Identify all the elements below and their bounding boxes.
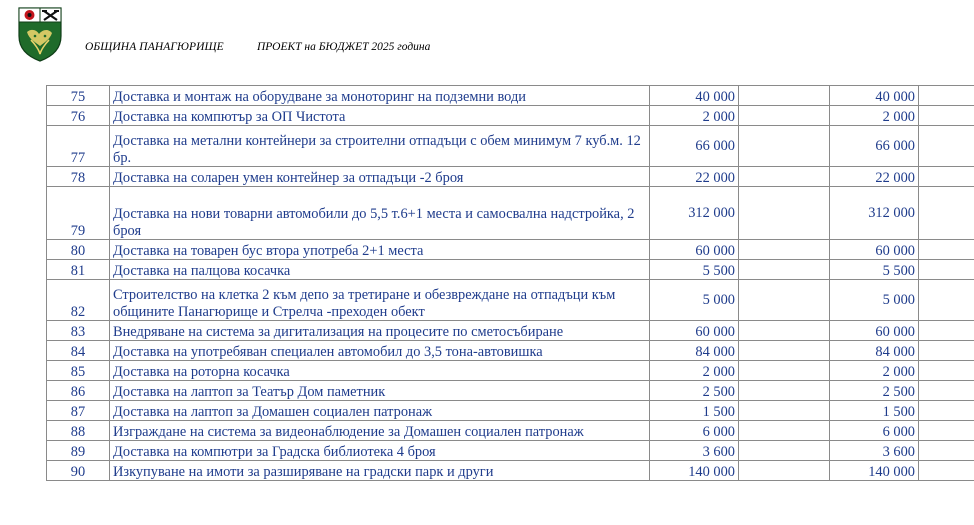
item-name-cell: Изграждане на система за видеонаблюдение за Домашен социален патронаж [110, 421, 650, 441]
empty-cell [739, 381, 830, 401]
table-row [47, 341, 974, 361]
budget-table-body [47, 86, 974, 481]
empty-cell [739, 461, 830, 481]
empty-cell [919, 361, 974, 381]
table-row [47, 381, 974, 401]
empty-cell [919, 126, 974, 167]
total-cell: 84 000 [830, 341, 919, 361]
item-name-cell: Доставка на компютри за Градска библиотека 4 броя [110, 441, 650, 461]
table-row [47, 401, 974, 421]
amount-cell: 1 500 [650, 401, 739, 421]
item-name-cell: Доставка и монтаж на оборудване за моноторинг на подземни води [110, 86, 650, 106]
empty-cell [739, 240, 830, 260]
table-row [47, 421, 974, 441]
total-cell: 66 000 [830, 126, 919, 167]
row-number-cell: 76 [47, 106, 110, 126]
empty-cell [739, 441, 830, 461]
amount-cell: 2 000 [650, 106, 739, 126]
row-number-cell: 80 [47, 240, 110, 260]
total-cell: 3 600 [830, 441, 919, 461]
row-number-cell: 75 [47, 86, 110, 106]
amount-cell: 2 000 [650, 361, 739, 381]
row-number-cell: 89 [47, 441, 110, 461]
empty-cell [739, 421, 830, 441]
total-cell: 40 000 [830, 86, 919, 106]
total-cell: 5 000 [830, 280, 919, 321]
item-name-cell: Внедряване на система за дигитализация на процесите по сметосъбиране [110, 321, 650, 341]
coat-of-arms-icon [17, 6, 63, 62]
empty-cell [739, 126, 830, 167]
empty-cell [739, 280, 830, 321]
item-name-cell: Доставка на компютър за ОП Чистота [110, 106, 650, 126]
total-cell: 22 000 [830, 167, 919, 187]
total-cell: 312 000 [830, 187, 919, 240]
amount-cell: 312 000 [650, 187, 739, 240]
total-cell: 6 000 [830, 421, 919, 441]
item-name-cell: Доставка на употребяван специален автомобил до 3,5 тона-автовишка [110, 341, 650, 361]
amount-cell: 66 000 [650, 126, 739, 167]
amount-cell: 2 500 [650, 381, 739, 401]
document-title: ПРОЕКТ на БЮДЖЕТ 2025 година [257, 41, 431, 53]
total-cell: 2 500 [830, 381, 919, 401]
total-cell: 5 500 [830, 260, 919, 280]
row-number-cell: 82 [47, 280, 110, 321]
row-number-cell: 90 [47, 461, 110, 481]
total-cell: 140 000 [830, 461, 919, 481]
page-header [0, 0, 974, 80]
empty-cell [739, 106, 830, 126]
amount-cell: 22 000 [650, 167, 739, 187]
empty-cell [919, 167, 974, 187]
amount-cell: 40 000 [650, 86, 739, 106]
amount-cell: 60 000 [650, 321, 739, 341]
empty-cell [739, 86, 830, 106]
item-name-cell: Изкупуване на имоти за разширяване на градски парк и други [110, 461, 650, 481]
empty-cell [919, 381, 974, 401]
table-row [47, 106, 974, 126]
item-name-cell: Доставка на лаптоп за Театър Дом паметник [110, 381, 650, 401]
empty-cell [739, 341, 830, 361]
municipality-name: ОБЩИНА ПАНАГЮРИЩЕ [85, 41, 224, 53]
empty-cell [739, 321, 830, 341]
table-row [47, 461, 974, 481]
item-name-cell: Доставка на соларен умен контейнер за отпадъци -2 броя [110, 167, 650, 187]
amount-cell: 6 000 [650, 421, 739, 441]
table-row [47, 441, 974, 461]
total-cell: 1 500 [830, 401, 919, 421]
total-cell: 2 000 [830, 361, 919, 381]
table-row [47, 361, 974, 381]
item-name-cell: Доставка на лаптоп за Домашен социален патронаж [110, 401, 650, 421]
total-cell: 2 000 [830, 106, 919, 126]
item-name-cell: Доставка на палцова косачка [110, 260, 650, 280]
table-row [47, 280, 974, 321]
total-cell: 60 000 [830, 321, 919, 341]
row-number-cell: 78 [47, 167, 110, 187]
empty-cell [919, 341, 974, 361]
empty-cell [919, 401, 974, 421]
empty-cell [919, 106, 974, 126]
empty-cell [919, 461, 974, 481]
table-row [47, 240, 974, 260]
table-row [47, 321, 974, 341]
row-number-cell: 79 [47, 187, 110, 240]
empty-cell [919, 321, 974, 341]
item-name-cell: Строителство на клетка 2 към депо за третиране и обезвреждане на отпадъци към общините Панагюрище и Стрелча -преходен обект [110, 280, 650, 321]
empty-cell [919, 421, 974, 441]
row-number-cell: 77 [47, 126, 110, 167]
empty-cell [919, 260, 974, 280]
table-row [47, 187, 974, 240]
empty-cell [919, 441, 974, 461]
amount-cell: 84 000 [650, 341, 739, 361]
item-name-cell: Доставка на метални контейнери за строителни отпадъци с обем минимум 7 куб.м. 12 бр. [110, 126, 650, 167]
table-row [47, 126, 974, 167]
empty-cell [739, 401, 830, 421]
row-number-cell: 83 [47, 321, 110, 341]
empty-cell [739, 187, 830, 240]
empty-cell [739, 167, 830, 187]
table-row [47, 86, 974, 106]
row-number-cell: 87 [47, 401, 110, 421]
row-number-cell: 85 [47, 361, 110, 381]
budget-table [46, 85, 974, 481]
amount-cell: 60 000 [650, 240, 739, 260]
row-number-cell: 88 [47, 421, 110, 441]
table-row [47, 167, 974, 187]
amount-cell: 5 000 [650, 280, 739, 321]
total-cell: 60 000 [830, 240, 919, 260]
empty-cell [919, 187, 974, 240]
empty-cell [919, 240, 974, 260]
amount-cell: 3 600 [650, 441, 739, 461]
item-name-cell: Доставка на товарен бус втора употреба 2+1 места [110, 240, 650, 260]
empty-cell [739, 361, 830, 381]
row-number-cell: 81 [47, 260, 110, 280]
item-name-cell: Доставка на нови товарни автомобили до 5,5 т.6+1 места и самосвална надстройка, 2 броя [110, 187, 650, 240]
amount-cell: 5 500 [650, 260, 739, 280]
empty-cell [919, 86, 974, 106]
empty-cell [919, 280, 974, 321]
amount-cell: 140 000 [650, 461, 739, 481]
item-name-cell: Доставка на роторна косачка [110, 361, 650, 381]
table-row [47, 260, 974, 280]
row-number-cell: 86 [47, 381, 110, 401]
empty-cell [739, 260, 830, 280]
row-number-cell: 84 [47, 341, 110, 361]
